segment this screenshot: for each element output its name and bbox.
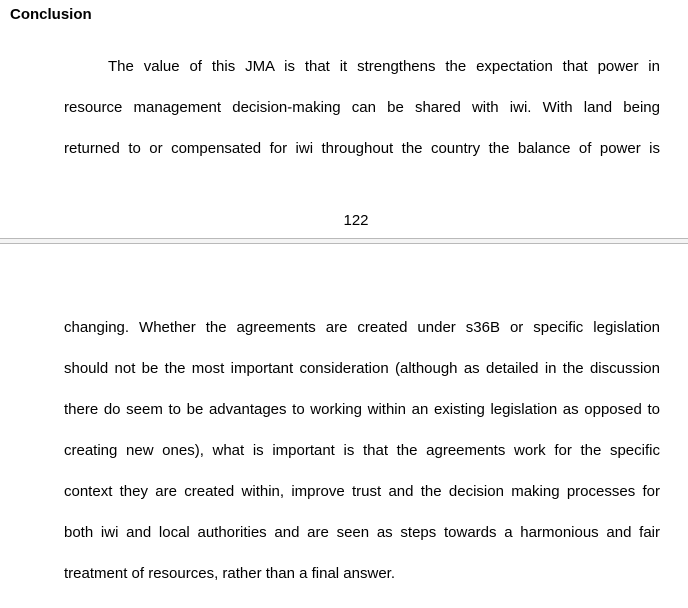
paragraph-line: returned to or compensated for iwi throughout the country the balance of power is [64,140,660,157]
paragraph-line: creating new ones), what is important is that the agreements work for the specific [64,442,660,459]
paragraph-line: context they are created within, improve trust and the decision making processes for [64,483,660,500]
paragraph-line: The value of this JMA is that it strengthens the expectation that power in [108,58,660,75]
page-break-divider [0,238,688,244]
page-number: 122 [343,212,369,229]
paragraph-line: both iwi and local authorities and are seen as steps towards a harmonious and fair [64,524,660,541]
paragraph-line: treatment of resources, rather than a final answer. [64,565,396,582]
paragraph-line: there do seem to be advantages to working within an existing legislation as opposed to [64,401,660,418]
paragraph-line: resource management decision-making can be shared with iwi. With land being [64,99,660,116]
paragraph-line: should not be the most important consideration (although as detailed in the discussion [64,360,660,377]
section-heading: Conclusion [10,6,92,23]
paragraph-line: changing. Whether the agreements are created under s36B or specific legislation [64,319,660,336]
